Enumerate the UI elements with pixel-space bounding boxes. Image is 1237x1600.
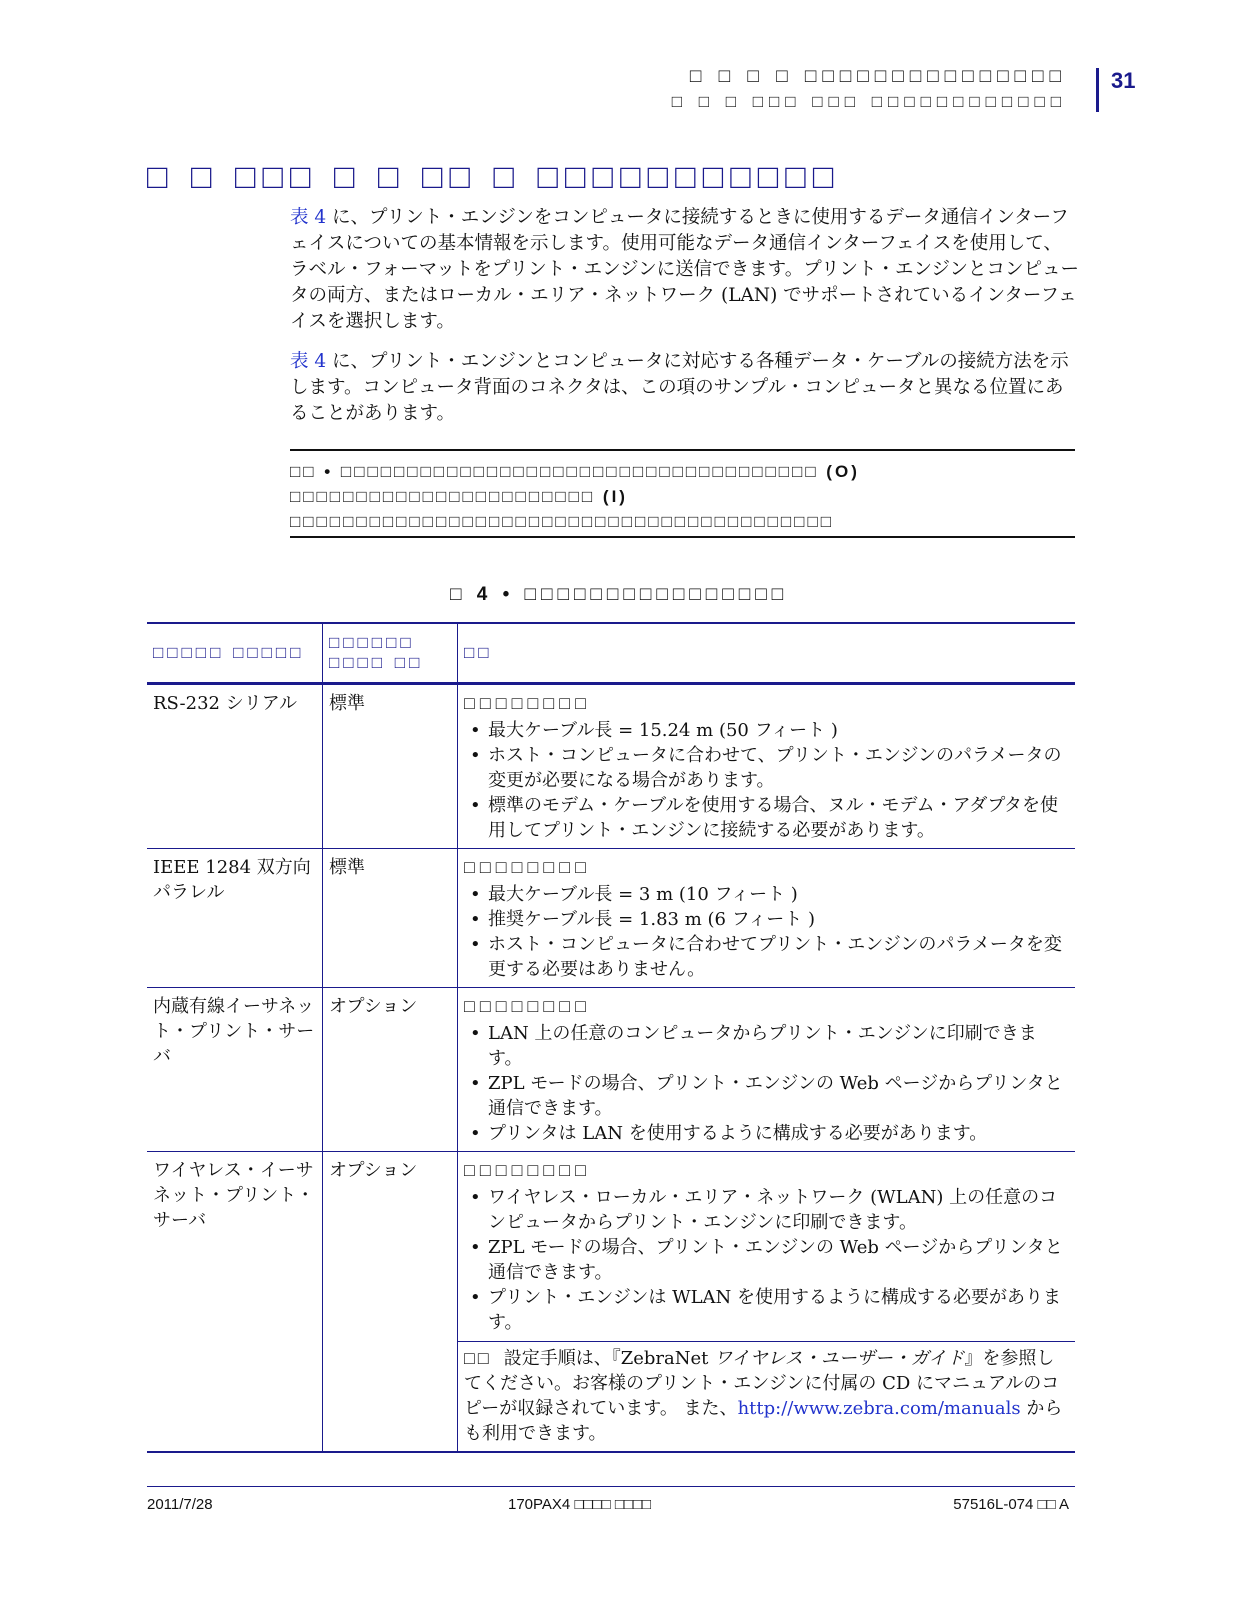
header-standard-option: □□□□□□ □□□□ □□: [323, 623, 458, 684]
feature-list: [464, 1021, 1069, 1146]
note-bottom-rule: [290, 536, 1075, 538]
feature-heading: □□□□□□□□: [464, 857, 591, 877]
list-item: • ホスト・コンピュータに合わせて、プリント・エンジンのパラメータの変更が必要になる場合があります。: [464, 743, 1069, 793]
table-reference-link[interactable]: 表 4: [290, 351, 327, 372]
footer-part-number: 57516L-074 □□ A: [953, 1496, 1069, 1513]
cell-features: [458, 988, 1076, 1152]
header-section-title: □ □ □ □□□ □□□ □□□□□□□□□□□□: [671, 92, 1067, 111]
footer-date: 2011/7/28: [147, 1496, 213, 1513]
cell-interface: IEEE 1284 双方向パラレル: [153, 857, 311, 903]
guide-title: ワイヤレス・ユーザー・ガイド: [714, 1348, 965, 1369]
setup-note: [458, 1341, 1075, 1446]
footer-manual-title: 170PAX4 □□□□ □□□□: [508, 1496, 652, 1513]
list-item: • ホスト・コンピュータに合わせてプリント・エンジンのパラメータを変更する必要はありません。: [464, 932, 1069, 982]
cell-interface: RS-232 シリアル: [153, 693, 297, 714]
table-row: [147, 1152, 1075, 1453]
note-text: □□ • □□□□□□□□□□□□□□□□□□□□□□□□□□□□□□□□□□□□ (: [290, 462, 835, 481]
cell-status: オプション: [323, 988, 458, 1152]
list-item: • ワイヤレス・ローカル・エリア・ネットワーク (WLAN) 上の任意のコンピュータからプリント・エンジンに印刷できます。: [464, 1185, 1069, 1235]
cell-status: 標準: [323, 684, 458, 849]
list-item: • LAN 上の任意のコンピュータからプリント・エンジンに印刷できます。: [464, 1021, 1069, 1071]
list-item: • プリント・エンジンは WLAN を使用するように構成する必要があります。: [464, 1285, 1069, 1335]
cell-interface: ワイヤレス・イーサネット・プリント・サーバ: [153, 1160, 315, 1231]
cable-paragraph-text: に、プリント・エンジンとコンピュータに対応する各種データ・ケーブルの接続方法を示します。コンピュータ背面のコネクタは、この項のサンプル・コンピュータと異なる位置にあることがあります。: [290, 351, 1069, 424]
note-text: ) □□□□□□□□□□□□□□□□□□□□□□□ (: [290, 462, 860, 506]
header-interface: □□□□□ □□□□□: [153, 643, 305, 662]
page-number: 31: [1111, 68, 1136, 93]
note-text: からも利用できます。: [464, 1398, 1063, 1444]
list-item: • 推奨ケーブル長 = 1.83 m (6 フィート ): [464, 907, 1069, 932]
list-item: • 最大ケーブル長 = 15.24 m (50 フィート ): [464, 718, 1069, 743]
section-title: □ □ □□□ □ □ □□ □ □□□□□□□□□□□: [147, 158, 841, 196]
header-divider: [1096, 68, 1099, 112]
cell-features: [458, 684, 1076, 849]
cell-status: オプション: [323, 1152, 458, 1453]
caution-note: [290, 459, 1075, 534]
note-off-symbol: O: [834, 462, 852, 481]
table-header-row: [147, 623, 1075, 684]
cell-features: [458, 849, 1076, 988]
list-item: • ZPL モードの場合、プリント・エンジンの Web ページからプリンタと通信できます。: [464, 1071, 1069, 1121]
header-features: □□: [458, 623, 1076, 684]
list-item: • プリンタは LAN を使用するように構成する必要があります。: [464, 1121, 1069, 1146]
note-top-rule: [290, 449, 1075, 451]
table-row: [147, 849, 1075, 988]
feature-list: [464, 882, 1069, 982]
table-row: [147, 684, 1075, 849]
table-row: [147, 988, 1075, 1152]
intro-paragraph-text: に、プリント・エンジンをコンピュータに接続するときに使用するデータ通信インターフェイスについての基本情報を示します。使用可能なデータ通信インターフェイスを使用して、ラベル・フォーマットをプリント・エンジンに送信できます。プリント・エンジンとコンピュータの両方、またはローカル・エリア・ネットワーク (LAN) でサポートされているインターフェイスを選択します。: [290, 207, 1080, 332]
note-on-symbol: I: [611, 487, 620, 506]
interface-table: [147, 622, 1075, 1453]
manuals-link[interactable]: http://www.zebra.com/manuals: [737, 1398, 1021, 1419]
cable-paragraph: [290, 349, 1080, 427]
table-caption: □ 4 • □□□□□□□□□□□□□□□□: [450, 584, 789, 605]
cell-status: 標準: [323, 849, 458, 988]
feature-list: [464, 718, 1069, 843]
feature-heading: □□□□□□□□: [464, 996, 591, 1016]
footer-rule: [147, 1486, 1075, 1487]
feature-heading: □□□□□□□□: [464, 693, 591, 713]
cell-interface: 内蔵有線イーサネット・プリント・サーバ: [153, 996, 315, 1067]
header-chapter-title: □ □ □ □ □□□□□□□□□□□□□□□: [689, 66, 1067, 87]
note-label: □□: [464, 1348, 492, 1368]
table-reference-link[interactable]: 表 4: [290, 207, 327, 228]
note-text: 』を参照してください。お客様のプリント・エンジンに付属の CD にマニュアルのコピーが収録されています。 また、: [464, 1348, 1060, 1419]
note-text: ) □□□□□□□□□□□□□□□□□□□□□□□□□□□□□□□□□□□□□□□□□: [290, 487, 834, 531]
list-item: • ZPL モードの場合、プリント・エンジンの Web ページからプリンタと通信できます。: [464, 1235, 1069, 1285]
intro-paragraph: [290, 205, 1080, 335]
list-item: • 標準のモデム・ケーブルを使用する場合、ヌル・モデム・アダプタを使用してプリント・エンジンに接続する必要があります。: [464, 793, 1069, 843]
feature-heading: □□□□□□□□: [464, 1160, 591, 1180]
note-text: 設定手順は、『ZebraNet: [503, 1348, 715, 1369]
list-item: • 最大ケーブル長 = 3 m (10 フィート ): [464, 882, 1069, 907]
feature-list: [464, 1185, 1069, 1335]
cell-features: [458, 1152, 1076, 1453]
